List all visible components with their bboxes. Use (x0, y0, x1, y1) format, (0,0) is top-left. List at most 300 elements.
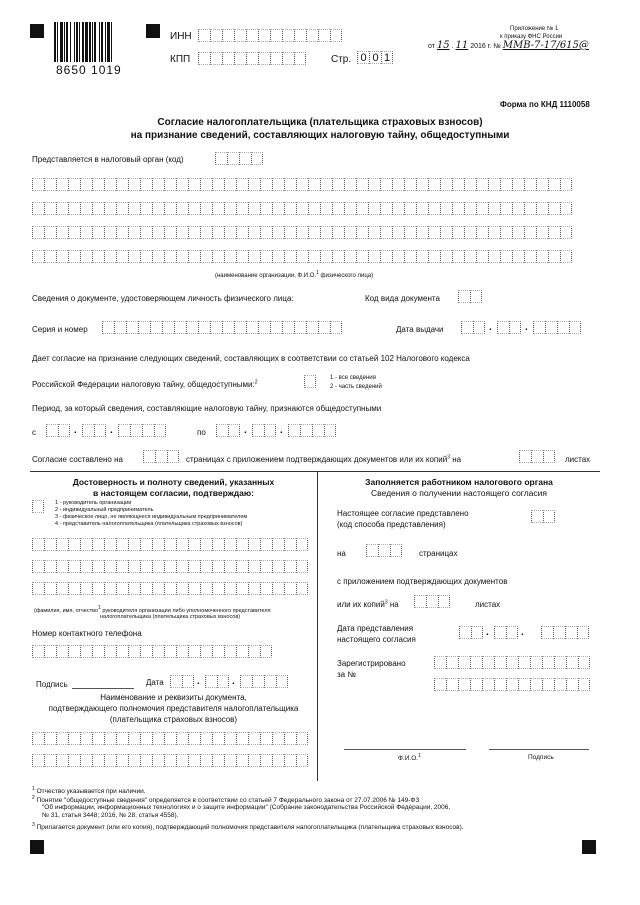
input-cell[interactable] (368, 226, 380, 239)
input-cell[interactable] (236, 732, 248, 745)
input-cell[interactable] (224, 754, 236, 767)
input-cell[interactable] (80, 178, 92, 191)
input-cell[interactable] (318, 29, 330, 42)
input-cell[interactable] (44, 178, 56, 191)
input-cell[interactable] (404, 250, 416, 263)
input-cell[interactable] (56, 645, 68, 658)
input-cell[interactable] (224, 732, 236, 745)
input-cell[interactable] (56, 582, 68, 595)
input-cell[interactable] (188, 178, 200, 191)
input-cell[interactable] (296, 178, 308, 191)
input-cell[interactable] (222, 29, 234, 42)
input-cell[interactable] (446, 678, 458, 691)
input-cell[interactable] (200, 645, 212, 658)
input-cell[interactable] (56, 178, 68, 191)
signer-type-cell[interactable] (32, 500, 44, 513)
input-cell[interactable] (272, 732, 284, 745)
input-cell[interactable] (440, 202, 452, 215)
input-cell[interactable] (536, 202, 548, 215)
input-cell[interactable] (152, 645, 164, 658)
input-cell[interactable] (565, 626, 577, 639)
input-cell[interactable] (215, 152, 227, 165)
input-cell[interactable] (128, 560, 140, 573)
presentation-method-cell[interactable] (531, 510, 555, 523)
input-cell[interactable] (304, 375, 316, 388)
input-cell[interactable] (44, 645, 56, 658)
input-cell[interactable] (68, 732, 80, 745)
input-cell[interactable] (512, 178, 524, 191)
input-cell[interactable] (176, 732, 188, 745)
input-cell[interactable] (464, 178, 476, 191)
input-cell[interactable] (164, 178, 176, 191)
input-cell[interactable] (228, 424, 240, 437)
input-cell[interactable] (44, 250, 56, 263)
receipt-date-month[interactable] (494, 626, 518, 639)
input-cell[interactable] (140, 178, 152, 191)
input-cell[interactable] (284, 178, 296, 191)
input-cell[interactable] (380, 178, 392, 191)
input-cell[interactable] (92, 178, 104, 191)
input-cell[interactable] (92, 582, 104, 595)
input-cell[interactable] (162, 321, 174, 334)
input-cell[interactable] (272, 250, 284, 263)
input-cell[interactable] (282, 52, 294, 65)
input-cell[interactable] (212, 754, 224, 767)
input-cell[interactable] (188, 560, 200, 573)
input-cell[interactable] (116, 178, 128, 191)
input-cell[interactable] (104, 178, 116, 191)
input-cell[interactable] (476, 178, 488, 191)
input-cell[interactable] (248, 754, 260, 767)
input-cell[interactable] (548, 226, 560, 239)
input-cell[interactable] (94, 424, 106, 437)
input-cell[interactable] (164, 560, 176, 573)
input-cell[interactable] (458, 656, 470, 669)
input-cell[interactable] (32, 250, 44, 263)
input-cell[interactable] (138, 321, 150, 334)
input-cell[interactable] (200, 560, 212, 573)
input-cell[interactable] (188, 250, 200, 263)
input-cell[interactable] (378, 544, 390, 557)
input-cell[interactable] (497, 321, 509, 334)
input-cell[interactable] (494, 626, 506, 639)
input-cell[interactable] (80, 754, 92, 767)
input-cell[interactable] (212, 178, 224, 191)
input-cell[interactable] (536, 178, 548, 191)
input-cell[interactable] (140, 560, 152, 573)
input-cell[interactable] (104, 202, 116, 215)
input-cell[interactable] (248, 178, 260, 191)
input-cell[interactable] (152, 582, 164, 595)
input-cell[interactable] (104, 645, 116, 658)
input-cell[interactable] (188, 645, 200, 658)
input-cell[interactable] (270, 29, 282, 42)
input-cell[interactable] (200, 226, 212, 239)
input-cell[interactable] (368, 250, 380, 263)
input-cell[interactable] (531, 510, 543, 523)
period-from-day[interactable] (46, 424, 70, 437)
input-cell[interactable] (118, 424, 130, 437)
input-cell[interactable] (224, 645, 236, 658)
input-cell[interactable] (216, 424, 228, 437)
input-cell[interactable] (356, 178, 368, 191)
input-cell[interactable] (200, 202, 212, 215)
input-cell[interactable] (260, 226, 272, 239)
input-cell[interactable] (332, 226, 344, 239)
input-cell[interactable] (296, 538, 308, 551)
input-cell[interactable] (308, 202, 320, 215)
org-name-row-4[interactable] (32, 250, 572, 263)
signer-name-row-3[interactable] (32, 582, 308, 595)
input-cell[interactable] (200, 754, 212, 767)
input-cell[interactable] (246, 52, 258, 65)
input-cell[interactable] (260, 645, 272, 658)
input-cell[interactable] (294, 321, 306, 334)
input-cell[interactable] (212, 250, 224, 263)
input-cell[interactable] (404, 226, 416, 239)
input-cell[interactable] (32, 645, 44, 658)
input-cell[interactable] (32, 500, 44, 513)
period-to-day[interactable] (216, 424, 240, 437)
input-cell[interactable] (566, 656, 578, 669)
input-cell[interactable] (248, 732, 260, 745)
input-cell[interactable] (92, 754, 104, 767)
input-cell[interactable] (68, 754, 80, 767)
input-cell[interactable] (128, 226, 140, 239)
input-cell[interactable] (428, 226, 440, 239)
input-cell[interactable] (380, 250, 392, 263)
input-cell[interactable] (470, 656, 482, 669)
input-cell[interactable] (368, 178, 380, 191)
input-cell[interactable] (494, 678, 506, 691)
input-cell[interactable] (452, 202, 464, 215)
input-cell[interactable] (92, 538, 104, 551)
receipt-date-year[interactable] (541, 626, 589, 639)
input-cell[interactable] (128, 202, 140, 215)
input-cell[interactable] (553, 626, 565, 639)
input-cell[interactable] (560, 202, 572, 215)
input-cell[interactable] (212, 226, 224, 239)
input-cell[interactable] (272, 226, 284, 239)
input-cell[interactable] (128, 732, 140, 745)
input-cell[interactable] (80, 560, 92, 573)
input-cell[interactable] (248, 582, 260, 595)
input-cell[interactable] (284, 582, 296, 595)
input-cell[interactable] (318, 321, 330, 334)
right-sheets-cells[interactable] (414, 595, 450, 608)
input-cell[interactable] (308, 250, 320, 263)
input-cell[interactable] (434, 656, 446, 669)
input-cell[interactable] (174, 321, 186, 334)
input-cell[interactable] (56, 250, 68, 263)
input-cell[interactable] (416, 226, 428, 239)
input-cell[interactable] (152, 202, 164, 215)
input-cell[interactable] (164, 250, 176, 263)
input-cell[interactable] (392, 202, 404, 215)
input-cell[interactable] (140, 645, 152, 658)
input-cell[interactable] (554, 678, 566, 691)
input-cell[interactable] (188, 202, 200, 215)
input-cell[interactable] (272, 202, 284, 215)
input-cell[interactable] (438, 595, 450, 608)
input-cell[interactable] (140, 732, 152, 745)
input-cell[interactable] (222, 52, 234, 65)
input-cell[interactable] (92, 732, 104, 745)
input-cell[interactable] (44, 560, 56, 573)
input-cell[interactable] (32, 560, 44, 573)
input-cell[interactable] (44, 538, 56, 551)
input-cell[interactable] (200, 250, 212, 263)
input-cell[interactable] (509, 321, 521, 334)
input-cell[interactable] (205, 675, 217, 688)
input-cell[interactable] (320, 226, 332, 239)
input-cell[interactable] (200, 732, 212, 745)
input-cell[interactable] (92, 560, 104, 573)
input-cell[interactable] (578, 678, 590, 691)
input-cell[interactable] (128, 250, 140, 263)
input-cell[interactable] (300, 424, 312, 437)
input-cell[interactable] (116, 250, 128, 263)
docs-row-2[interactable] (32, 754, 308, 767)
input-cell[interactable] (476, 250, 488, 263)
input-cell[interactable] (446, 656, 458, 669)
input-cell[interactable] (234, 29, 246, 42)
input-cell[interactable] (68, 226, 80, 239)
input-cell[interactable] (518, 678, 530, 691)
input-cell[interactable] (258, 52, 270, 65)
input-cell[interactable] (530, 656, 542, 669)
input-cell[interactable] (258, 29, 270, 42)
input-cell[interactable] (188, 538, 200, 551)
input-cell[interactable] (56, 754, 68, 767)
input-cell[interactable] (264, 424, 276, 437)
input-cell[interactable] (80, 202, 92, 215)
input-cell[interactable] (155, 450, 167, 463)
input-cell[interactable] (150, 321, 162, 334)
input-cell[interactable] (416, 178, 428, 191)
input-cell[interactable] (68, 645, 80, 658)
input-cell[interactable] (182, 675, 194, 688)
inn-cells[interactable] (198, 29, 342, 42)
input-cell[interactable] (296, 582, 308, 595)
input-cell[interactable] (320, 202, 332, 215)
input-cell[interactable] (296, 560, 308, 573)
input-cell[interactable] (344, 178, 356, 191)
input-cell[interactable] (92, 202, 104, 215)
docs-row-1[interactable] (32, 732, 308, 745)
input-cell[interactable] (260, 538, 272, 551)
input-cell[interactable] (80, 538, 92, 551)
input-cell[interactable] (32, 754, 44, 767)
input-cell[interactable] (128, 645, 140, 658)
input-cell[interactable] (512, 250, 524, 263)
input-cell[interactable] (260, 250, 272, 263)
input-cell[interactable] (260, 754, 272, 767)
input-cell[interactable] (167, 450, 179, 463)
input-cell[interactable] (541, 626, 553, 639)
input-cell[interactable] (506, 626, 518, 639)
input-cell[interactable] (188, 582, 200, 595)
input-cell[interactable] (272, 582, 284, 595)
input-cell[interactable] (104, 754, 116, 767)
sign-date-day[interactable] (170, 675, 194, 688)
input-cell[interactable] (234, 52, 246, 65)
input-cell[interactable] (164, 645, 176, 658)
input-cell[interactable] (542, 678, 554, 691)
input-cell[interactable] (512, 226, 524, 239)
input-cell[interactable] (198, 321, 210, 334)
input-cell[interactable] (32, 202, 44, 215)
input-cell[interactable] (458, 678, 470, 691)
input-cell[interactable] (116, 538, 128, 551)
input-cell[interactable] (518, 656, 530, 669)
input-cell[interactable] (306, 321, 318, 334)
input-cell[interactable] (306, 29, 318, 42)
input-cell[interactable] (524, 178, 536, 191)
input-cell[interactable] (542, 656, 554, 669)
input-cell[interactable] (452, 178, 464, 191)
input-cell[interactable] (128, 538, 140, 551)
input-cell[interactable] (366, 544, 378, 557)
input-cell[interactable] (56, 560, 68, 573)
input-cell[interactable] (390, 544, 402, 557)
input-cell[interactable] (164, 582, 176, 595)
pages-cells[interactable] (143, 450, 179, 463)
right-pages-cells[interactable] (366, 544, 402, 557)
input-cell[interactable] (284, 732, 296, 745)
input-cell[interactable] (32, 538, 44, 551)
input-cell[interactable] (248, 250, 260, 263)
input-cell[interactable] (434, 678, 446, 691)
input-cell[interactable] (200, 178, 212, 191)
input-cell[interactable] (288, 424, 300, 437)
input-cell[interactable] (284, 754, 296, 767)
input-cell[interactable] (176, 226, 188, 239)
input-cell[interactable] (224, 202, 236, 215)
input-cell[interactable] (116, 560, 128, 573)
signer-name-row-1[interactable] (32, 538, 308, 551)
input-cell[interactable] (92, 250, 104, 263)
input-cell[interactable] (248, 645, 260, 658)
input-cell[interactable] (577, 626, 589, 639)
input-cell[interactable] (569, 321, 581, 334)
input-cell[interactable] (251, 152, 263, 165)
input-cell[interactable] (114, 321, 126, 334)
sign-date-year[interactable] (240, 675, 288, 688)
input-cell[interactable] (530, 678, 542, 691)
input-cell[interactable] (459, 626, 471, 639)
input-cell[interactable] (104, 226, 116, 239)
input-cell[interactable] (488, 202, 500, 215)
input-cell[interactable] (217, 675, 229, 688)
input-cell[interactable] (212, 560, 224, 573)
input-cell[interactable] (224, 178, 236, 191)
input-cell[interactable] (488, 226, 500, 239)
input-cell[interactable] (270, 321, 282, 334)
input-cell[interactable] (68, 582, 80, 595)
input-cell[interactable] (464, 202, 476, 215)
input-cell[interactable] (560, 250, 572, 263)
input-cell[interactable] (519, 450, 531, 463)
issue-date-month[interactable] (497, 321, 521, 334)
input-cell[interactable] (188, 754, 200, 767)
input-cell[interactable] (152, 178, 164, 191)
input-cell[interactable] (440, 226, 452, 239)
input-cell[interactable] (284, 560, 296, 573)
input-cell[interactable] (344, 226, 356, 239)
receipt-date-day[interactable] (459, 626, 483, 639)
input-cell[interactable] (80, 732, 92, 745)
input-cell[interactable] (224, 582, 236, 595)
input-cell[interactable] (428, 250, 440, 263)
input-cell[interactable] (116, 202, 128, 215)
input-cell[interactable] (260, 560, 272, 573)
input-cell[interactable] (282, 321, 294, 334)
input-cell[interactable] (210, 29, 222, 42)
doc-type-cells[interactable] (458, 290, 482, 303)
input-cell[interactable] (170, 675, 182, 688)
input-cell[interactable] (246, 29, 258, 42)
registration-number-row-2[interactable] (434, 678, 590, 691)
input-cell[interactable] (533, 321, 545, 334)
input-cell[interactable] (116, 754, 128, 767)
input-cell[interactable] (500, 202, 512, 215)
input-cell[interactable] (330, 321, 342, 334)
input-cell[interactable] (296, 226, 308, 239)
input-cell[interactable] (470, 678, 482, 691)
input-cell[interactable] (258, 321, 270, 334)
input-cell[interactable] (488, 178, 500, 191)
input-cell[interactable] (104, 560, 116, 573)
input-cell[interactable] (143, 450, 155, 463)
input-cell[interactable] (44, 732, 56, 745)
tax-office-cells[interactable] (215, 152, 263, 165)
input-cell[interactable] (294, 52, 306, 65)
input-cell[interactable] (44, 226, 56, 239)
period-to-year[interactable] (288, 424, 336, 437)
input-cell[interactable] (126, 321, 138, 334)
input-cell[interactable] (92, 226, 104, 239)
input-cell[interactable] (44, 582, 56, 595)
input-cell[interactable] (284, 538, 296, 551)
input-cell[interactable] (198, 52, 210, 65)
input-cell[interactable] (332, 178, 344, 191)
input-cell[interactable] (356, 202, 368, 215)
input-cell[interactable] (248, 538, 260, 551)
input-cell[interactable] (476, 226, 488, 239)
input-cell[interactable] (368, 202, 380, 215)
input-cell[interactable] (236, 202, 248, 215)
input-cell[interactable] (188, 732, 200, 745)
input-cell[interactable] (284, 250, 296, 263)
input-cell[interactable] (130, 424, 142, 437)
input-cell[interactable] (68, 202, 80, 215)
input-cell[interactable] (140, 582, 152, 595)
input-cell[interactable] (494, 656, 506, 669)
phone-row-1[interactable] (32, 645, 272, 658)
input-cell[interactable] (536, 250, 548, 263)
input-cell[interactable] (308, 178, 320, 191)
input-cell[interactable] (32, 226, 44, 239)
input-cell[interactable] (471, 626, 483, 639)
input-cell[interactable] (392, 250, 404, 263)
input-cell[interactable] (236, 178, 248, 191)
input-cell[interactable] (224, 250, 236, 263)
input-cell[interactable] (236, 754, 248, 767)
input-cell[interactable] (252, 675, 264, 688)
input-cell[interactable] (116, 645, 128, 658)
input-cell[interactable] (68, 538, 80, 551)
